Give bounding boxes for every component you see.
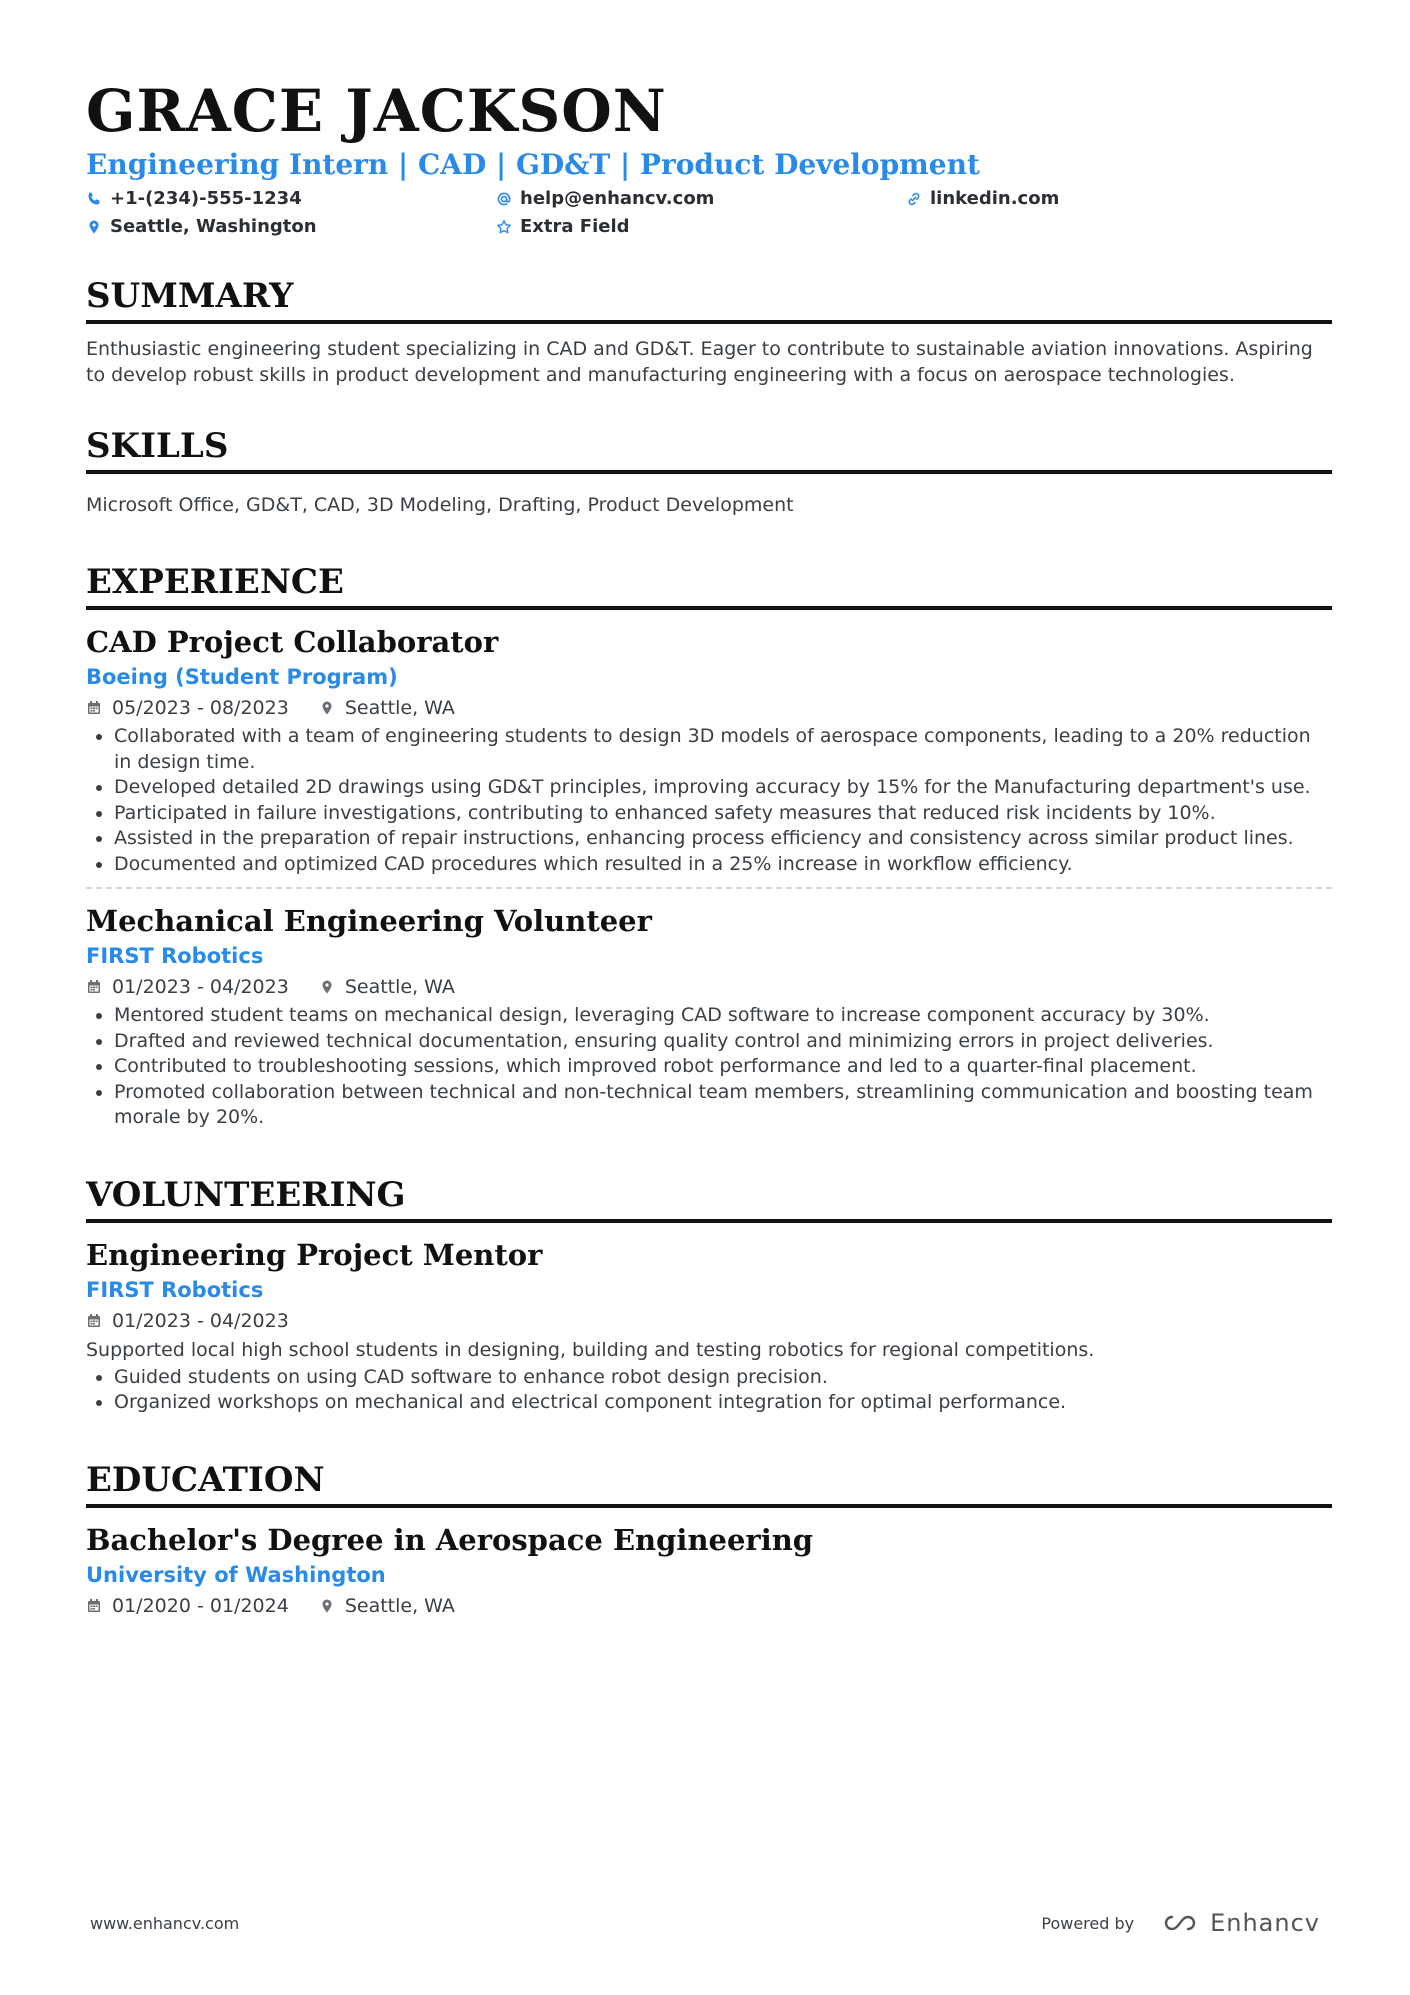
entry-dates xyxy=(86,1307,289,1335)
achievement-item: • Organized workshops on mechanical and electrical component integration for optimal performance. xyxy=(114,1390,1332,1416)
location-text: Seattle, WA xyxy=(344,976,455,998)
contact-linkedin[interactable] xyxy=(906,188,1316,210)
email-text: help@enhancv.com xyxy=(520,188,715,209)
entry-meta xyxy=(86,694,1332,722)
contact-info xyxy=(86,188,1332,238)
summary-title: SUMMARY xyxy=(86,276,1332,324)
location-pin-icon xyxy=(86,219,102,235)
volunteer-description: Supported local high school students in designing, building and testing robotics for regional competitions. xyxy=(86,1338,1095,1361)
job-title: CAD Project Collaborator xyxy=(86,625,499,659)
entry-meta xyxy=(86,973,1332,1001)
achievement-list xyxy=(86,1003,1332,1131)
achievement-list xyxy=(86,724,1332,877)
location-text: Seattle, WA xyxy=(344,1594,455,1617)
volunteer-role: Engineering Project Mentor xyxy=(86,1237,543,1272)
entry-dates xyxy=(86,694,289,722)
dates-text: 01/2023 - 04/2023 xyxy=(112,1309,289,1332)
page-footer xyxy=(90,1908,1320,1938)
achievement-item: • Collaborated with a team of engineering students to design 3D models of aerospace components, leading to a 20% reduction in design time. xyxy=(114,724,1332,775)
linkedin-text: linkedin.com xyxy=(930,188,1060,209)
resume-page xyxy=(86,76,1332,1620)
entry-dates xyxy=(86,1592,289,1620)
school-name: University of Washington xyxy=(86,1562,386,1587)
company-name: Boeing (Student Program) xyxy=(86,665,398,689)
entry-dates xyxy=(86,973,289,1001)
entry-meta xyxy=(86,1592,1332,1620)
job-title: Mechanical Engineering Volunteer xyxy=(86,904,652,938)
skills-text: Microsoft Office, GD&T, CAD, 3D Modeling, Drafting, Product Development xyxy=(86,494,794,516)
entry-location xyxy=(319,973,455,1001)
volunteering-entry xyxy=(86,1237,1332,1416)
experience-title: EXPERIENCE xyxy=(86,562,1332,610)
calendar-icon xyxy=(86,979,102,995)
volunteer-org: FIRST Robotics xyxy=(86,1277,264,1302)
education-entry xyxy=(86,1522,1332,1620)
link-icon xyxy=(906,191,922,207)
phone-text: +1-(234)-555-1234 xyxy=(110,188,302,209)
summary-text: Enthusiastic engineering student specializing in CAD and GD&T. Eager to contribute to sustainable aviation innovations. Aspiring to develop robust skills in product development and manufacturing engineering with a focus on aerospace technologies. xyxy=(86,338,1313,386)
calendar-icon xyxy=(86,700,102,716)
phone-icon xyxy=(86,191,102,207)
contact-location xyxy=(86,216,496,238)
powered-by-label: Powered by xyxy=(1041,1913,1135,1933)
star-icon xyxy=(496,219,512,235)
experience-entry xyxy=(86,887,1332,1131)
contact-email[interactable] xyxy=(496,188,906,210)
entry-location xyxy=(319,694,455,722)
education-title: EDUCATION xyxy=(86,1460,1332,1508)
achievement-item: • Participated in failure investigations, contributing to enhanced safety measures that reduced risk incidents by 10%. xyxy=(114,801,1332,827)
achievement-item: • Assisted in the preparation of repair instructions, enhancing process efficiency and consistency across similar product lines. xyxy=(114,826,1332,852)
achievement-item: • Promoted collaboration between technical and non-technical team members, streamlining communication and boosting team morale by 20%. xyxy=(114,1080,1332,1131)
headline: Engineering Intern | CAD | GD&T | Product Development xyxy=(86,148,980,181)
location-pin-icon xyxy=(319,700,335,716)
entry-location xyxy=(319,1592,455,1620)
volunteering-section xyxy=(86,1175,1332,1416)
achievement-item: • Contributed to troubleshooting sessions, which improved robot performance and led to a quarter-final placement. xyxy=(114,1054,1332,1080)
achievement-item: • Mentored student teams on mechanical design, leveraging CAD software to increase component accuracy by 30%. xyxy=(114,1003,1332,1029)
dates-text: 01/2023 - 04/2023 xyxy=(112,976,289,998)
location-text: Seattle, WA xyxy=(344,697,455,719)
location-text: Seattle, Washington xyxy=(110,216,317,237)
achievement-item: • Drafted and reviewed technical documentation, ensuring quality control and minimizing errors in project deliveries. xyxy=(114,1029,1332,1055)
calendar-icon xyxy=(86,1598,102,1614)
location-pin-icon xyxy=(319,979,335,995)
footer-url[interactable]: www.enhancv.com xyxy=(90,1913,240,1933)
degree-title: Bachelor's Degree in Aerospace Engineering xyxy=(86,1522,814,1557)
candidate-name: GRACE JACKSON xyxy=(86,77,667,145)
entry-meta xyxy=(86,1307,1332,1335)
powered-by xyxy=(1041,1909,1320,1937)
dates-text: 01/2020 - 01/2024 xyxy=(112,1594,289,1617)
contact-extra xyxy=(496,216,906,238)
extra-text: Extra Field xyxy=(520,216,630,237)
achievement-item: • Documented and optimized CAD procedures which resulted in a 25% increase in workflow efficiency. xyxy=(114,852,1332,878)
achievement-item: • Guided students on using CAD software to enhance robot design precision. xyxy=(114,1365,1332,1391)
brand-name: Enhancv xyxy=(1210,1909,1320,1937)
skills-section xyxy=(86,426,1332,518)
dates-text: 05/2023 - 08/2023 xyxy=(112,697,289,719)
summary-section xyxy=(86,276,1332,388)
achievement-item: • Developed detailed 2D drawings using GD&T principles, improving accuracy by 15% for the Manufacturing department's use. xyxy=(114,775,1332,801)
experience-section xyxy=(86,562,1332,1131)
skills-title: SKILLS xyxy=(86,426,1332,474)
company-name: FIRST Robotics xyxy=(86,944,264,968)
calendar-icon xyxy=(86,1313,102,1329)
achievement-list xyxy=(86,1365,1332,1416)
at-icon xyxy=(496,191,512,207)
contact-phone[interactable] xyxy=(86,188,496,210)
education-section xyxy=(86,1460,1332,1620)
volunteering-title: VOLUNTEERING xyxy=(86,1175,1332,1223)
experience-entry xyxy=(86,624,1332,877)
location-pin-icon xyxy=(319,1598,335,1614)
enhancv-logo-icon xyxy=(1158,1911,1202,1935)
